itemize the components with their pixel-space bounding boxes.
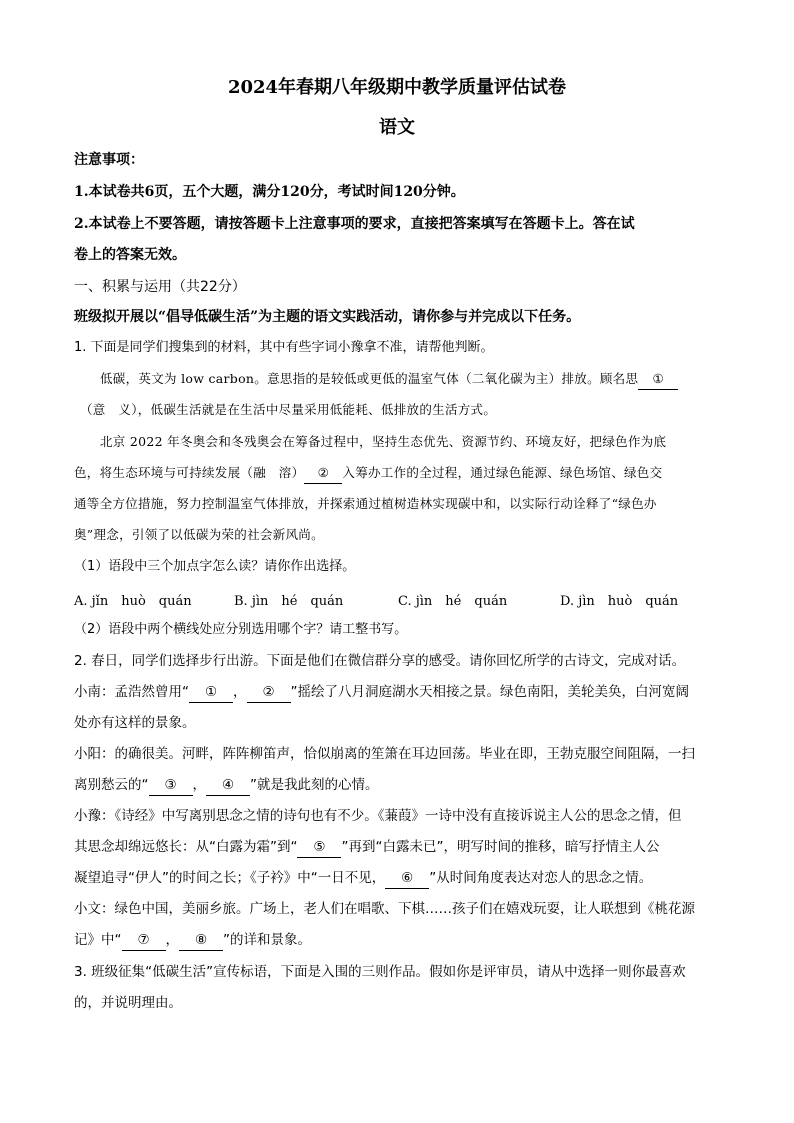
q2-blank-1: ① xyxy=(189,682,233,703)
q2-line-7 xyxy=(74,837,724,858)
q2-text: ”就是我此刻的心情。 xyxy=(250,777,379,793)
q2-line-6: 小豫：《诗经》中写离别思念之情的诗句也有不少。《蒹葭》一诗中没有直接诉说主人公的思念之情，但 xyxy=(74,808,682,824)
q2-text: 记》中“ xyxy=(74,932,122,948)
q3-line-1: 3. 班级征集“低碳生活”宣传标语，下面是入围的三则作品。假如你是评审员，请从中选择一则你最喜欢 xyxy=(74,964,686,980)
q1-stem: 1. 下面是同学们搜集到的材料，其中有些字词小豫拿不准，请帮他判断。 xyxy=(74,340,494,355)
q2-text: ”从时间角度表达对恋人的思念之情。 xyxy=(429,870,653,886)
q1-passage-line-1 xyxy=(100,369,750,390)
q1-passage-line-5: 通等全方位措施，努力控制温室气体排放，并探索通过植树造林实现碳中和，以实际行动诠释了“绿色办 xyxy=(74,496,657,511)
notes-item-2-line-2: 卷上的答案无效。 xyxy=(74,247,186,263)
section-1-intro: 班级拟开展以“倡导低碳生活”为主题的语文实践活动，请你参与并完成以下任务。 xyxy=(74,309,581,325)
q1-passage-line-6: 奥”理念，引领了以低碳为荣的社会新风尚。 xyxy=(74,527,324,542)
section-1-heading: 一、积累与运用（共22分） xyxy=(74,279,246,295)
q2-text: ”的详和景象。 xyxy=(223,932,311,948)
q2-line-5 xyxy=(74,775,724,796)
q1-option-d: D. jìn huò quán xyxy=(560,594,679,609)
q2-comma: ， xyxy=(192,777,206,793)
q2-text: 小南：孟浩然曾用“ xyxy=(74,684,189,700)
q3-line-2: 的，并说明理由。 xyxy=(74,995,182,1011)
q2-blank-8: ⑧ xyxy=(179,930,223,951)
q1-passage-line-4 xyxy=(74,463,724,484)
q2-text: 凝望追寻“伊人”的时间之长；《子衿》中“一日不见， xyxy=(74,870,386,886)
exam-title: 2024年春期八年级期中教学质量评估试卷 xyxy=(227,77,567,98)
q1-passage-text: 入筹办工作的全过程，通过绿色能源、绿色场馆、绿色交 xyxy=(342,465,663,480)
q2-line-3: 处亦有这样的景象。 xyxy=(74,715,196,731)
q1-blank-2: ② xyxy=(304,463,342,484)
q1-option-b: B. jìn hé quán xyxy=(234,594,344,609)
q2-line-10 xyxy=(74,930,724,951)
notes-heading: 注意事项： xyxy=(74,152,144,168)
q1-passage-text: 色，将生态环境与可持续发展（融 溶） xyxy=(74,465,305,480)
q1-blank-1: ① xyxy=(638,369,678,390)
q2-blank-6: ⑥ xyxy=(385,868,429,889)
q2-blank-4: ④ xyxy=(206,775,250,796)
q1-sub-question-2: （2）语段中两个横线处应分别选用哪个字？请工整书写。 xyxy=(74,622,408,637)
q1-option-a: A. jǐn huò quán xyxy=(74,594,192,609)
q1-option-c: C. jìn hé quán xyxy=(398,594,508,609)
q2-comma: ， xyxy=(165,932,179,948)
notes-item-1: 1.本试卷共6页，五个大题，满分120分，考试时间120分钟。 xyxy=(74,184,465,200)
q2-text: 离别愁云的“ xyxy=(74,777,149,793)
q1-passage-text: 低碳，英文为 low carbon。意思指的是较低或更低的温室气体（二氧化碳为主）排放。顾名思 xyxy=(100,371,639,386)
exam-subject: 语文 xyxy=(379,117,415,138)
q2-line-2 xyxy=(74,682,724,703)
q1-sub-question-1: （1）语段中三个加点字怎么读？请你作出选择。 xyxy=(74,559,356,574)
q2-line-8 xyxy=(74,868,724,889)
q2-line-1: 2. 春日，同学们选择步行出游。下面是他们在微信群分享的感受。请你回忆所学的古诗文，完成对话。 xyxy=(74,653,686,669)
q2-blank-7: ⑦ xyxy=(122,930,166,951)
q2-blank-5: ⑤ xyxy=(297,837,341,858)
q2-text: ”摇绘了八月洞庭湖水天相接之景。绿色南阳，美轮美奂，白河宽阔 xyxy=(290,684,689,700)
q2-text: ”再到“白露未已”，明写时间的推移，暗写抒情主人公 xyxy=(341,839,660,855)
q2-line-4: 小阳：的确很美。河畔，阵阵柳笛声，恰似崩离的笙箫在耳边回荡。毕业在即，王勃克服空间阻隔，一扫 xyxy=(74,746,695,762)
q2-comma: ， xyxy=(233,684,247,700)
q2-text: 其思念却绵远悠长：从“白露为霜”到“ xyxy=(74,839,298,855)
q2-blank-2: ② xyxy=(247,682,291,703)
q2-line-9: 小文：绿色中国，美丽乡旅。广场上，老人们在唱歌、下棋……孩子们在嬉戏玩耍，让人联想到《桃花源 xyxy=(74,901,695,917)
q1-passage-line-3: 北京 2022 年冬奥会和冬残奥会在筹备过程中，坚持生态优先、资源节约、环境友好，把绿色作为底 xyxy=(100,434,667,449)
notes-item-2-line-1: 2.本试卷上不要答题，请按答题卡上注意事项的要求，直接把答案填写在答题卡上。答在试 xyxy=(74,216,635,232)
q1-passage-line-2: （意 义），低碳生活就是在生活中尽量采用低能耗、低排放的生活方式。 xyxy=(80,402,497,417)
q2-blank-3: ③ xyxy=(149,775,193,796)
